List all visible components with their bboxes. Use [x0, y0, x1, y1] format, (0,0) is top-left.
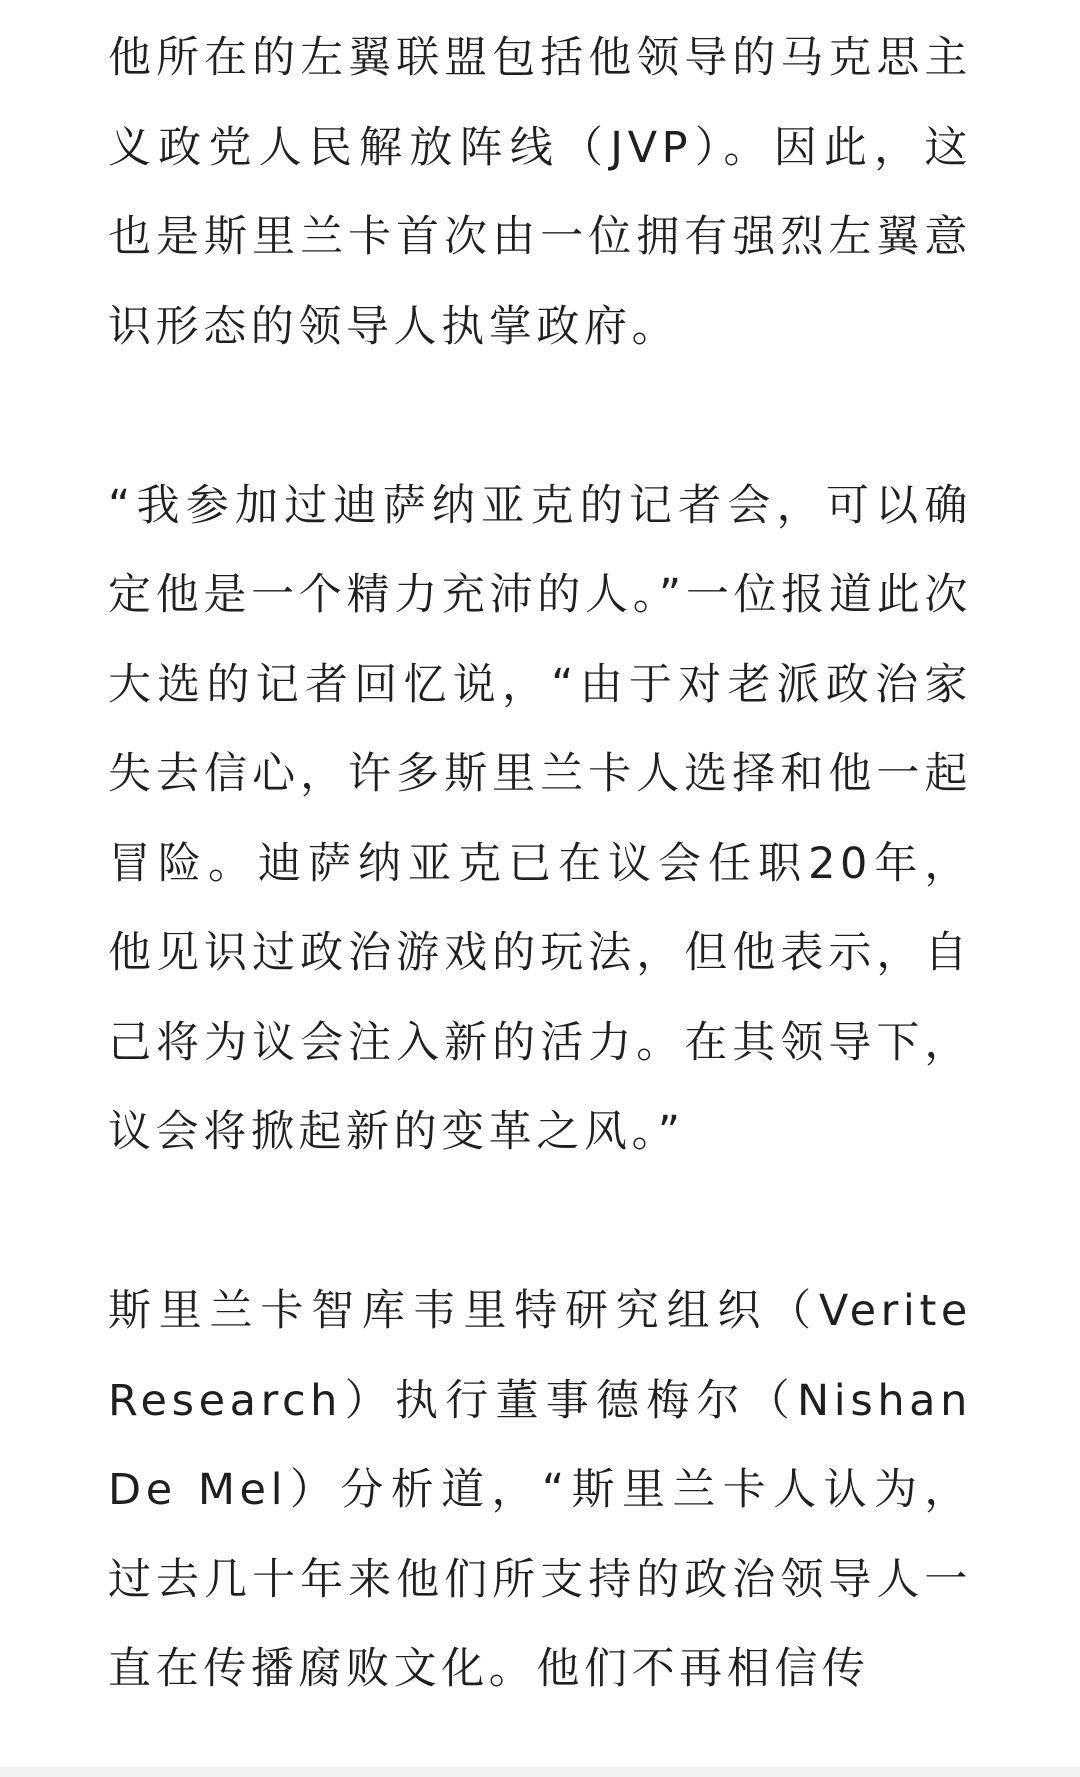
paragraph-spacer	[108, 1178, 972, 1268]
article-paragraph-3: 斯里兰卡智库韦里特研究组织（Verite Research）执行董事德梅尔（Nishan De Mel）分析道，“斯里兰卡人认为，过去几十年来他们所支持的政治领导人一直在传播腐败文化。他们不再相信传	[108, 1286, 972, 1694]
bottom-divider	[0, 1767, 1080, 1777]
paragraph-spacer	[108, 372, 972, 462]
article-paragraph-1: 他所在的左翼联盟包括他领导的马克思主义政党人民解放阵线（JVP）。因此，这也是斯里兰卡首次由一位拥有强烈左翼意识形态的领导人执掌政府。	[108, 33, 972, 352]
article-paragraph-2: “我参加过迪萨纳亚克的记者会，可以确定他是一个精力充沛的人。”一位报道此次大选的记者回忆说，“由于对老派政治家失去信心，许多斯里兰卡人选择和他一起冒险。迪萨纳亚克已在议会任职20年，他见识过政治游戏的玩法，但他表示，自己将为议会注入新的活力。在其领导下，议会将掀起新的变革之风。”	[108, 480, 972, 1157]
article-body	[108, 14, 972, 1715]
